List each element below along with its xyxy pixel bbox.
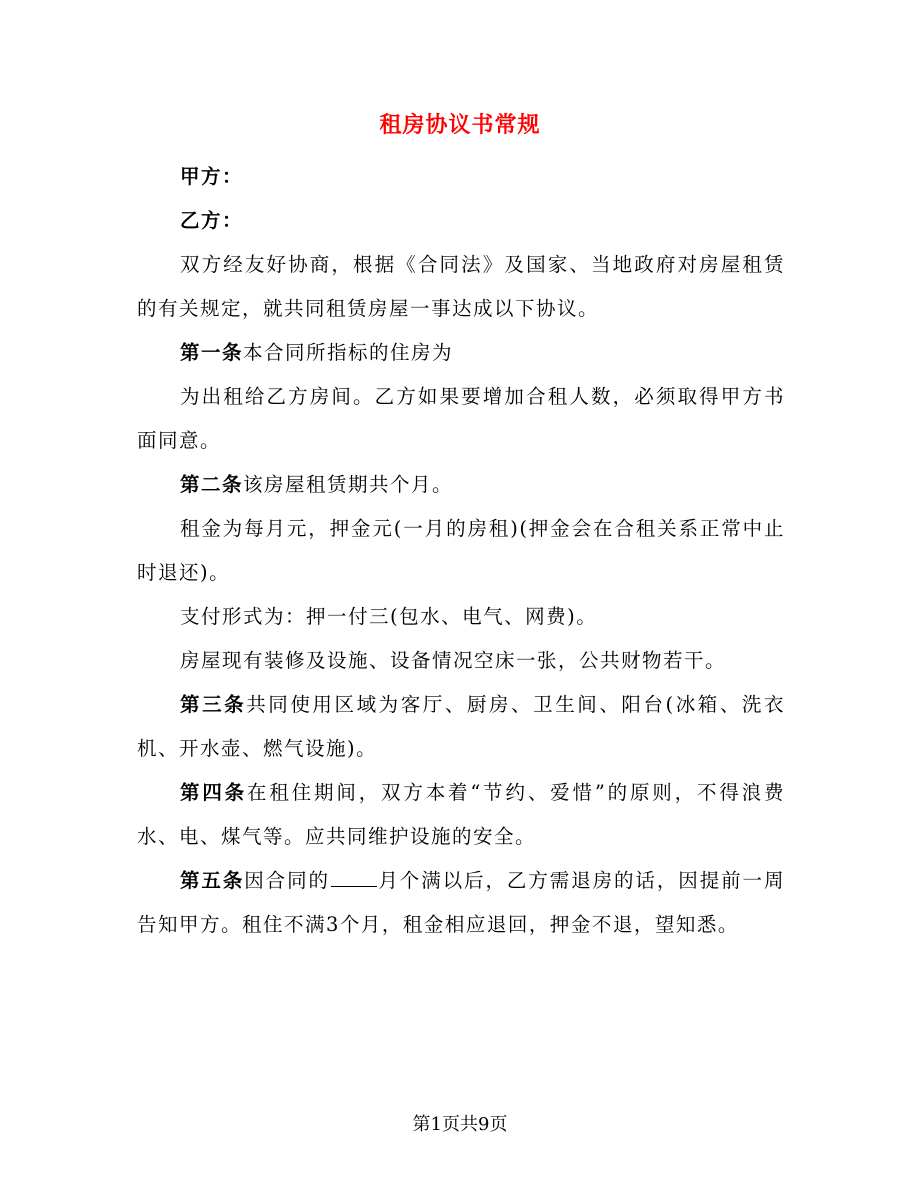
article-1-label: 第一条 [180,341,244,364]
party-a-line [137,155,785,199]
article-4-label: 第四条 [180,781,248,804]
document-title: 租房协议书常规 [379,112,541,138]
document-body [137,155,785,947]
article-1-continuation: 为出租给乙方房间。乙方如果要增加合租人数，必须取得甲方书面同意。 [137,385,785,452]
intro-paragraph: 双方经友好协商，根据《合同法》及国家、当地政府对房屋租赁的有关规定，就共同租赁房屋一事达成以下协议。 [137,253,785,320]
article-3-paragraph [137,683,785,771]
article-2-text: 该房屋租赁期共个月。 [243,473,454,496]
article-1-paragraph [137,331,785,375]
article-4-paragraph [137,771,785,859]
article-2-payment: 支付形式为：押一付三(包水、电气、网费)。 [180,605,598,628]
page-indicator: 第1页共9页 [412,1114,508,1135]
article-5-label: 第五条 [180,869,245,892]
party-a-label: 甲方： [180,165,244,188]
article-5-text-before-blank: 因合同的 [244,869,330,892]
article-3-text: 共同使用区域为客厅、厨房、卫生间、阳台(冰箱、洗衣机、开水壶、燃气设施)。 [137,693,785,760]
article-4-text: 在租住期间，双方本着“节约、爱惜”的原则，不得浪费水、电、煤气等。应共同维护设施的安全。 [137,781,785,848]
article-3-label: 第三条 [180,693,247,716]
article-2-facilities: 房屋现有装修及设施、设备情况空床一张，公共财物若干。 [180,649,727,672]
fill-in-blank [331,870,377,887]
party-b-line [137,199,785,243]
article-2-rent: 租金为每月元，押金元(一月的房租)(押金会在合租关系正常中止时退还)。 [137,517,785,584]
party-b-label: 乙方： [180,209,244,232]
article-2-paragraph [137,463,785,507]
article-1-text: 本合同所指标的住房为 [243,341,454,364]
article-2-label: 第二条 [180,473,244,496]
article-5-text-after-blank: 月个满以后，乙方需退房的话，因提前一周告知甲方。租住不满3个月，租金相应退回，押金不退，望知悉。 [137,869,785,936]
article-5-paragraph [137,859,785,947]
